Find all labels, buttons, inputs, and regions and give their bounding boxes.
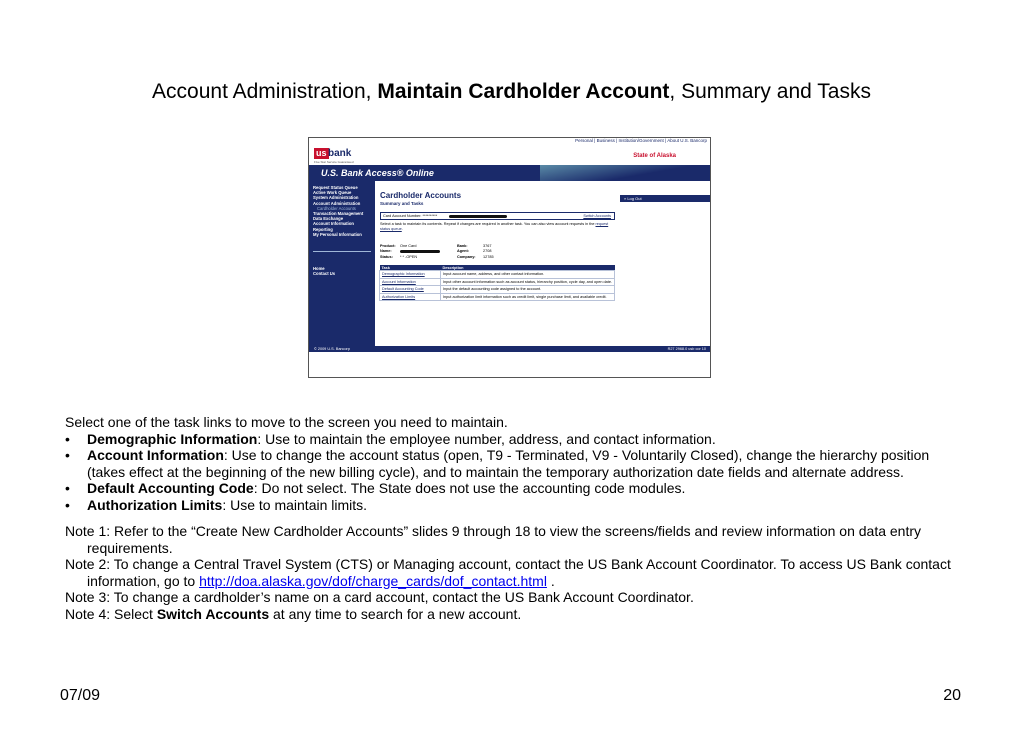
title-suffix: , Summary and Tasks — [669, 80, 871, 103]
account-summary-left — [380, 244, 440, 260]
logo-bank: bank — [328, 148, 352, 159]
description-column-header: Description — [441, 265, 615, 271]
slide-body — [65, 414, 965, 622]
sidebar-item-transaction-mgmt[interactable]: Transaction Management — [313, 211, 364, 217]
bullet-dot: • — [65, 447, 70, 463]
footer-right: R27 2968.0 usb cor 10 — [667, 347, 706, 351]
bullet-authorization-limits: • Authorization Limits: Use to maintain limits. — [65, 496, 368, 513]
card-account-label: Card Account Number: ********** — [383, 214, 438, 218]
app-banner — [309, 165, 710, 181]
slide-title — [0, 80, 1023, 104]
account-information-link[interactable]: Account Information — [380, 278, 441, 286]
authorization-limits-link[interactable]: Authorization Limits — [380, 293, 441, 301]
sidebar-item-contact-us[interactable]: Contact Us — [313, 271, 336, 277]
state-label: State of Alaska — [633, 153, 676, 159]
sidebar-item-home[interactable]: Home — [313, 266, 325, 272]
page-number: 20 — [943, 687, 961, 704]
sidebar-item-active-work[interactable]: Active Work Queue — [313, 190, 352, 196]
product-value: One Card — [400, 244, 417, 248]
sidebar-item-data-exchange[interactable]: Data Exchange — [313, 216, 344, 222]
switch-accounts-link[interactable]: Switch Accounts — [583, 214, 611, 218]
agent-value: 2708 — [483, 249, 492, 254]
task-description: Input the default accounting code assigned to the account. — [441, 286, 615, 294]
bullet-accounting-code: • Default Accounting Code: Do not select. The State does not use the accounting code modules. — [65, 480, 686, 496]
bullet-demographic: • Demographic Information: Use to maintain the employee number, address, and contact information. — [65, 430, 716, 447]
card-account-value: ********** — [422, 214, 438, 218]
title-bold: Maintain Cardholder Account — [377, 80, 670, 103]
note-1: Note 1: Refer to the “Create New Cardholder Accounts” slides 9 through 18 to view the screens/fields and review information on data entry requirements. — [65, 523, 922, 556]
task-description: Input authorization limit information such as credit limit, single purchase limit, and available credit. — [441, 293, 615, 301]
masked-name — [400, 250, 440, 253]
tasks-table — [379, 265, 615, 301]
note-4: Note 4: Select Switch Accounts at any time to search for a new account. — [65, 605, 522, 622]
top-nav — [309, 138, 710, 146]
task-description: Input account name, address, and other contact information. — [441, 271, 615, 279]
company-value: 12785 — [483, 254, 494, 259]
table-row — [380, 293, 615, 301]
sidebar-divider — [313, 251, 371, 252]
sidebar-item-account-info[interactable]: Account Information — [313, 221, 354, 227]
company-label: Company: — [457, 254, 476, 259]
table-row — [380, 278, 615, 286]
usbank-logo — [314, 148, 362, 164]
banner-title: U.S. Bank Access® Online — [321, 168, 434, 178]
bank-label: Bank: — [457, 244, 468, 248]
status-value: * * -OPEN — [400, 254, 418, 259]
name-label: Name: — [380, 249, 392, 254]
masked-account-number — [449, 215, 507, 218]
status-label: Status: — [380, 254, 393, 259]
bullet-dot: • — [65, 430, 70, 447]
copyright: © 2009 U.S. Bancorp — [314, 347, 350, 351]
demographic-information-link[interactable]: Demographic Information — [380, 271, 441, 279]
main-content — [375, 181, 710, 346]
bullet-account-info: • Account Information: Use to change the account status (open, T9 - Terminated, V9 - Voluntarily Closed), change the hierarchy position (takes effect at the beginning of the new billing cycle), and to maintain the temporary authorization date fields and alternate address. — [65, 447, 930, 480]
sidebar-item-cardholder-accounts[interactable]: Cardholder Accounts — [317, 205, 356, 211]
table-row — [380, 271, 615, 279]
sidebar-item-reporting[interactable]: Reporting — [313, 226, 333, 232]
bullet-dot: • — [65, 496, 70, 513]
contact-info-link[interactable]: http://doa.alaska.gov/dof/charge_cards/dof_contact.html — [199, 572, 547, 589]
request-status-queue-link[interactable]: request status queue — [380, 222, 609, 231]
default-accounting-code-link[interactable]: Default Accounting Code — [380, 286, 441, 294]
task-column-header: Task — [380, 265, 441, 271]
task-description: Input other account information such as account status, hierarchy position, cycle day, and open date. — [441, 278, 615, 286]
instructions: Select a task to maintain its contents. Repeat if changes are required in another task. You can also view account requests in the request status queue. — [380, 222, 609, 231]
top-nav-links[interactable]: Personal | Business | Institution/Government | About U.S. Bancorp — [575, 138, 707, 143]
product-label: Product: — [380, 244, 396, 248]
note-2: Note 2: To change a Central Travel System (CTS) or Managing account, contact the US Bank Account Coordinator. To access US Bank contact information, go to http://doa.alaska.gov/dof/charge_cards/dof_contact.html . — [65, 556, 951, 589]
sidebar-item-system-admin[interactable]: System Administration — [313, 195, 359, 201]
intro-text: Select one of the task links to move to the screen you need to maintain. — [65, 414, 508, 430]
bank-value: 3767 — [483, 244, 492, 248]
account-summary-right — [457, 244, 494, 260]
embedded-screenshot — [308, 137, 711, 378]
agent-label: Agent: — [457, 249, 470, 254]
sidebar-item-request-status[interactable]: Request Status Queue — [313, 185, 358, 190]
screenshot-footer — [309, 346, 710, 352]
logo-us: us — [316, 148, 327, 158]
logout-button[interactable]: » Log Out — [620, 195, 710, 202]
logo-tagline: Five Star Service Guaranteed — [314, 160, 354, 164]
note-3: Note 3: To change a cardholder’s name on a card account, contact the US Bank Account Coordinator. — [65, 589, 694, 605]
sidebar-item-personal-info[interactable]: My Personal Information — [313, 231, 362, 237]
sidebar-item-account-admin[interactable]: Account Administration — [313, 200, 361, 206]
page-heading: Cardholder Accounts — [380, 191, 462, 200]
sidebar — [309, 181, 375, 346]
page-subheading: Summary and Tasks — [380, 201, 424, 206]
table-row — [380, 286, 615, 294]
banner-swoosh — [540, 165, 710, 181]
footer-date: 07/09 — [60, 687, 101, 704]
bullet-dot: • — [65, 480, 70, 496]
card-account-bar — [380, 212, 615, 220]
title-prefix: Account Administration, — [152, 80, 372, 103]
